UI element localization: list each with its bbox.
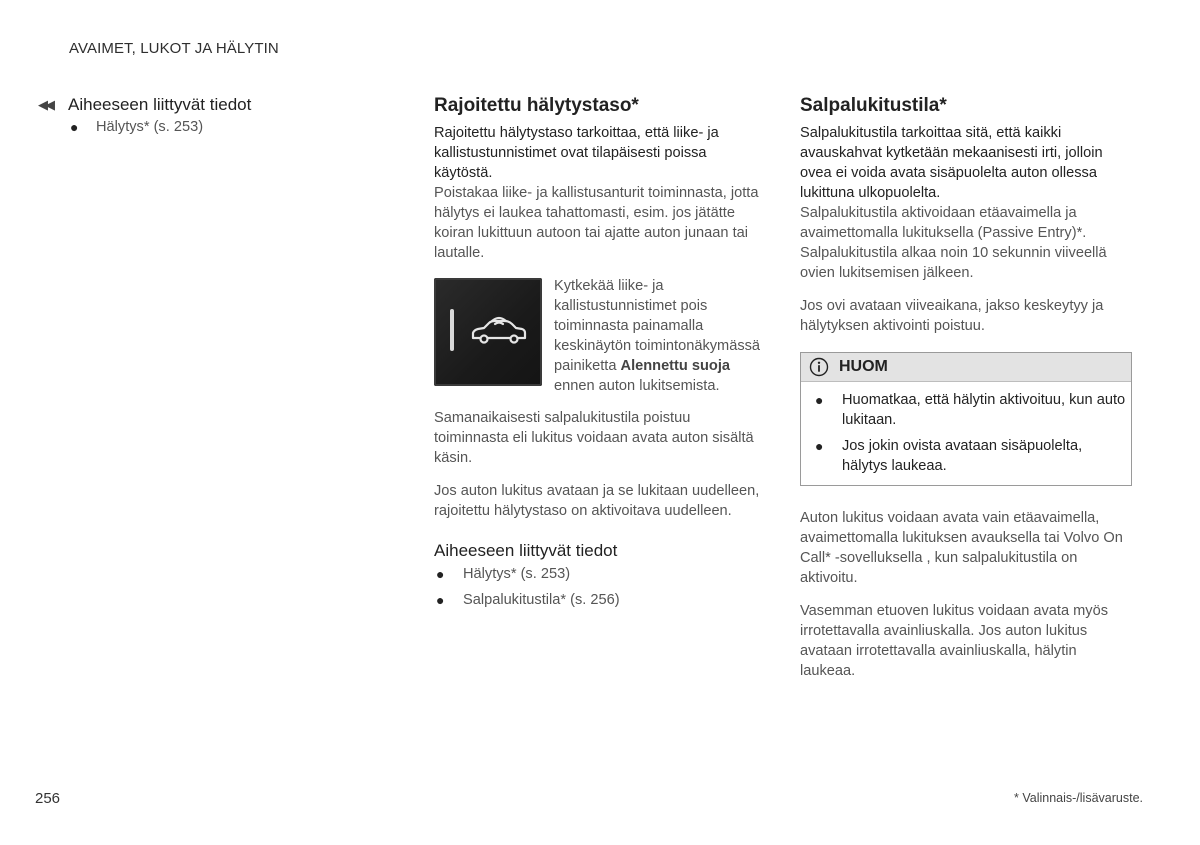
- reduced-guard-button-name: Alennettu suoja: [620, 358, 730, 374]
- restricted-alarm-paragraph-1: Poistakaa liike- ja kallistusanturit toiminnasta, jotta hälytys ei laukea tahattomasti, esim. jos jätätte koiran lukittuun autoon tai ajatte auton junaan tai lautalle.: [434, 185, 759, 261]
- column-restricted-alarm: [434, 95, 766, 616]
- instruction-text-end: ennen auton lukitsemista.: [554, 378, 720, 394]
- related-heading: Aiheeseen liittyvät tiedot: [68, 95, 252, 114]
- related-link-salpalukitustila[interactable]: ● Salpalukitustila* (s. 256): [436, 592, 620, 608]
- restricted-alarm-lead: Rajoitettu hälytystaso tarkoittaa, että liike- ja kallistustunnistimet ovat tilapäisesti poissa käytöstä.: [434, 125, 719, 181]
- note-list: [801, 382, 1131, 485]
- instruction-text-start: Kytkekää liike- ja kallistustunnistimet pois toiminnasta painamalla keskinäytön toimintonäkymässä painiketta: [554, 278, 761, 374]
- reduced-guard-button-image: [434, 278, 542, 386]
- deadlock-paragraph-4: Vasemman etuoven lukitus voidaan avata myös irrotettavalla avainliuskalla. Jos auton lukitus avataan irrotettavalla avainliuskalla, hälytin laukeaa.: [800, 603, 1108, 679]
- related-link-halytys[interactable]: ● Hälytys* (s. 253): [70, 119, 204, 135]
- note-item: ● Jos jokin ovista avataan sisäpuolelta, hälytys laukeaa.: [815, 438, 1083, 474]
- related-list-2: [434, 564, 766, 610]
- related-link-halytys-2[interactable]: ● Hälytys* (s. 253): [436, 566, 571, 582]
- deadlock-heading: Salpalukitustila*: [800, 95, 947, 116]
- deadlock-paragraph-2: Jos ovi avataan viiveaikana, jakso keskeytyy ja hälytyksen aktivointi poistuu.: [800, 298, 1104, 334]
- note-item: ● Huomatkaa, että hälytin aktivoituu, kun auto lukitaan.: [815, 392, 1126, 428]
- footnote: * Valinnais-/lisävaruste.: [1014, 791, 1143, 805]
- note-box: [800, 352, 1132, 486]
- column-deadlock: [800, 95, 1132, 694]
- restricted-alarm-paragraph-3: Jos auton lukitus avataan ja se lukitaan uudelleen, rajoitettu hälytystaso on aktivoitava uudelleen.: [434, 483, 760, 519]
- deadlock-paragraph-1: Salpalukitustila aktivoidaan etäavaimella ja avaimettomalla lukituksella (Passive Entry)*. Salpalukitustila alkaa noin 10 sekunnin viiveellä ovien lukitsemisen jälkeen.: [800, 205, 1107, 281]
- deadlock-paragraph-3: Auton lukitus voidaan avata vain etäavaimella, avaimettomalla lukituksen avauksella tai Volvo On Call* -sovelluksella , kun salpalukitustila on aktivoitu.: [800, 510, 1123, 586]
- related-info-header: [38, 95, 378, 115]
- column-related: [38, 95, 378, 143]
- related-link-label: Hälytys* (s. 253): [463, 566, 571, 582]
- reduced-guard-instructions: [554, 276, 766, 396]
- reduced-guard-figure: [434, 276, 766, 396]
- car-sensor-icon: [469, 312, 529, 348]
- info-icon: [809, 357, 829, 377]
- related-list: [68, 117, 378, 137]
- indicator-bar: [450, 309, 454, 351]
- note-item-text: Jos jokin ovista avataan sisäpuolelta, hälytys laukeaa.: [842, 438, 1083, 474]
- note-header: [801, 353, 1131, 382]
- section-header: AVAIMET, LUKOT JA HÄLYTIN: [69, 40, 279, 57]
- related-link-label: Salpalukitustila* (s. 256): [463, 592, 620, 608]
- note-title: HUOM: [839, 358, 888, 375]
- page-number: 256: [35, 790, 61, 807]
- deadlock-lead: Salpalukitustila tarkoittaa sitä, että kaikki avauskahvat kytketään mekaanisesti irti, jolloin ovea ei voida avata sisäpuolelta auton ollessa lukittuna ulkopuolelta.: [800, 125, 1103, 201]
- restricted-alarm-paragraph-2: Samanaikaisesti salpalukitustila poistuu toiminnasta eli lukitus voidaan avata auton sisältä käsin.: [434, 410, 754, 466]
- restricted-alarm-heading: Rajoitettu hälytystaso*: [434, 95, 639, 116]
- related-heading-2: Aiheeseen liittyvät tiedot: [434, 541, 618, 560]
- related-link-label: Hälytys* (s. 253): [96, 119, 204, 135]
- double-chevron-left-icon[interactable]: ◀◀: [38, 97, 52, 112]
- note-item-text: Huomatkaa, että hälytin aktivoituu, kun auto lukitaan.: [842, 392, 1126, 428]
